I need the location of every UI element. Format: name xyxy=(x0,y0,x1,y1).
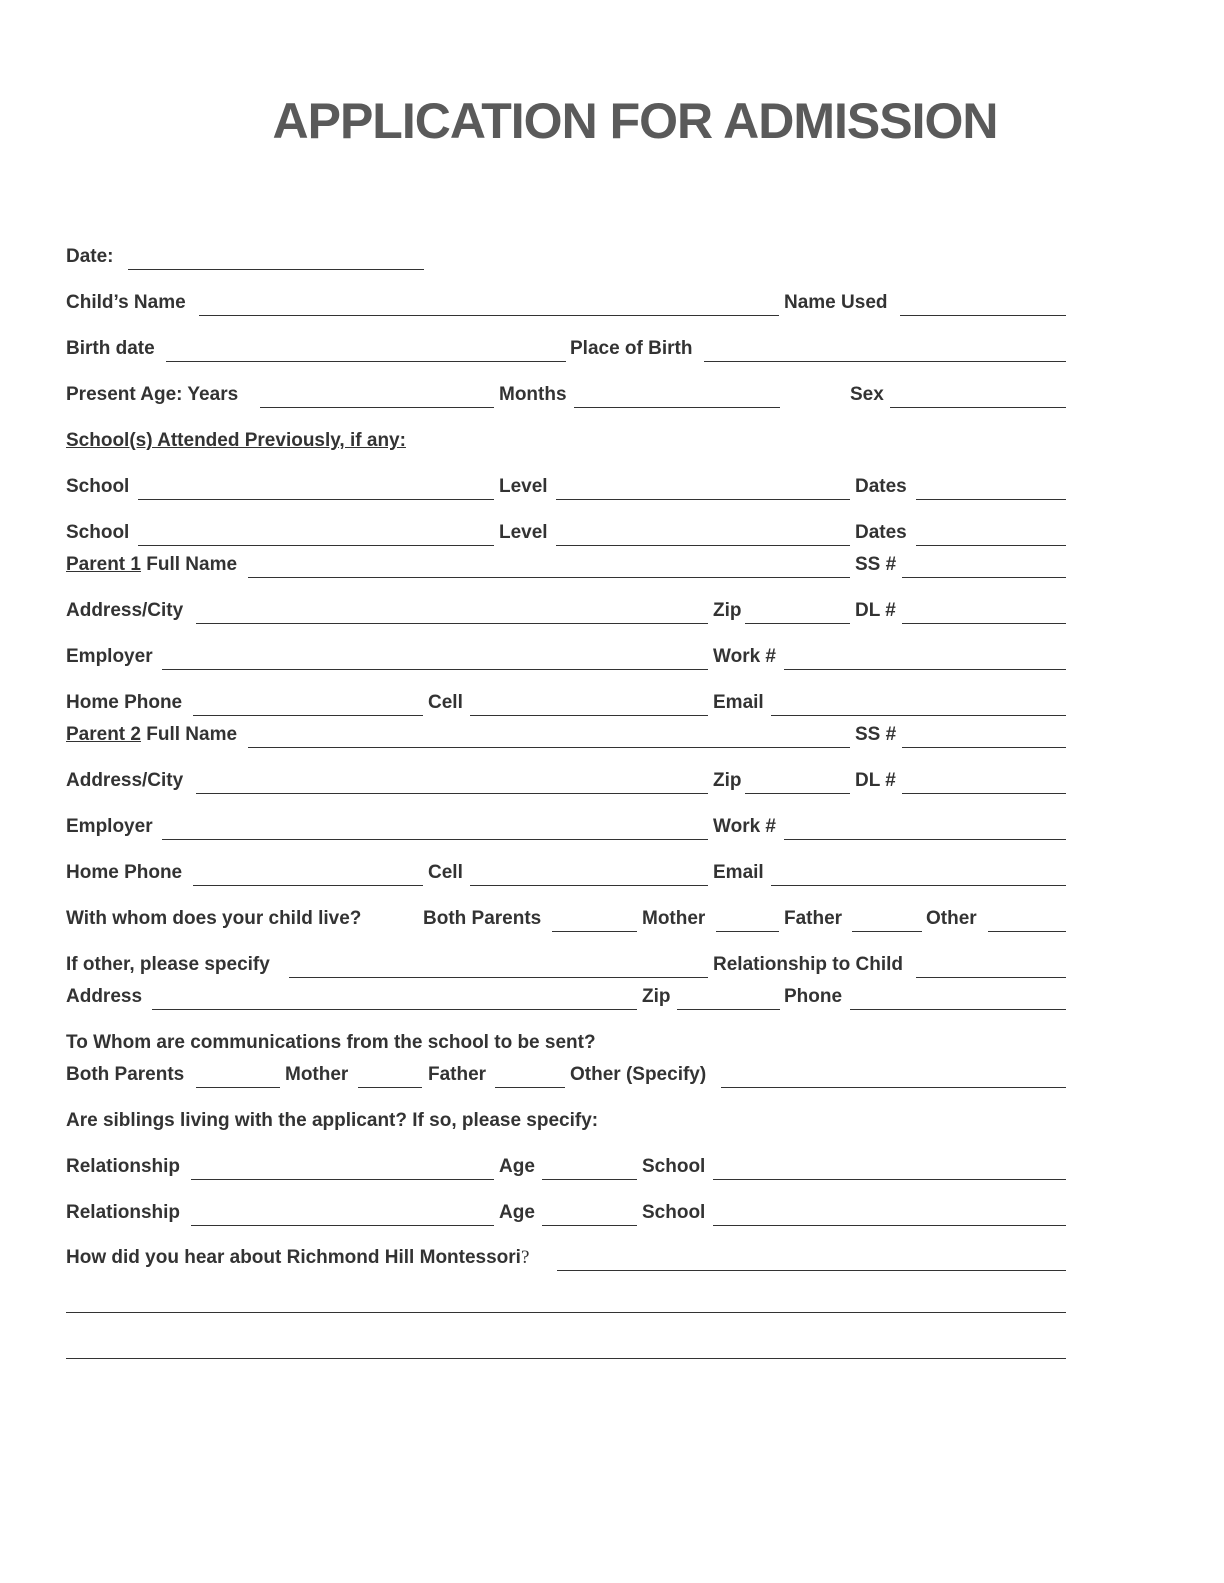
sibling-row-1 xyxy=(66,1154,1066,1182)
parent1-dl-field[interactable] xyxy=(902,623,1066,624)
home-phone-label: Home Phone xyxy=(66,692,183,713)
parent1-label-group xyxy=(66,554,237,576)
parent2-employer-row xyxy=(66,814,1066,842)
ss-label: SS # xyxy=(855,554,897,575)
months-label: Months xyxy=(499,384,567,405)
both-parents-label: Both Parents xyxy=(423,908,542,929)
date-field[interactable] xyxy=(128,269,424,270)
other-specify-label: Other (Specify) xyxy=(570,1064,707,1085)
full-name-label: Full Name xyxy=(140,554,238,575)
mother-label: Mother xyxy=(285,1064,349,1085)
zip-label: Zip xyxy=(713,600,742,621)
hear-about-row xyxy=(66,1245,1066,1273)
relationship-label: Relationship xyxy=(66,1202,181,1223)
level-label: Level xyxy=(499,522,548,543)
parent2-dl-field[interactable] xyxy=(902,793,1066,794)
relationship-to-child-label: Relationship to Child xyxy=(713,954,903,975)
hear-about-text: How did you hear about Richmond Hill Montessori xyxy=(66,1247,521,1268)
communications-options-row xyxy=(66,1062,1066,1090)
lives-with-row xyxy=(66,906,1066,934)
sibling-age-field[interactable] xyxy=(542,1225,637,1226)
hear-about-field[interactable] xyxy=(557,1270,1066,1271)
hear-about-field-line-2[interactable] xyxy=(66,1312,1066,1313)
lives-both-parents-field[interactable] xyxy=(552,931,637,932)
present-age-label: Present Age: Years xyxy=(66,384,239,405)
sibling-school-field[interactable] xyxy=(713,1179,1066,1180)
with-whom-label: With whom does your child live? xyxy=(66,908,362,929)
age-label: Age xyxy=(499,1202,535,1223)
child-name-label: Child’s Name xyxy=(66,292,186,313)
school-field[interactable] xyxy=(138,545,494,546)
ss-label: SS # xyxy=(855,724,897,745)
comm-father-field[interactable] xyxy=(495,1087,565,1088)
sibling-relationship-field[interactable] xyxy=(191,1179,494,1180)
employer-label: Employer xyxy=(66,816,153,837)
father-label: Father xyxy=(784,908,843,929)
sibling-row-2 xyxy=(66,1200,1066,1228)
parent2-cell-field[interactable] xyxy=(470,885,708,886)
birth-date-field[interactable] xyxy=(166,361,566,362)
parent1-zip-field[interactable] xyxy=(745,623,850,624)
date-row xyxy=(66,244,1066,272)
school-label: School xyxy=(642,1202,706,1223)
parent2-employer-field[interactable] xyxy=(162,839,708,840)
phone-label: Phone xyxy=(784,986,843,1007)
parent2-label: Parent 2 xyxy=(66,724,141,745)
dates-field[interactable] xyxy=(916,545,1066,546)
parent1-phone-row xyxy=(66,690,1066,718)
cell-label: Cell xyxy=(428,862,463,883)
parent2-label-group xyxy=(66,724,237,746)
question-mark: ? xyxy=(520,1247,530,1268)
parent1-label: Parent 1 xyxy=(66,554,141,575)
level-field[interactable] xyxy=(556,545,850,546)
years-field[interactable] xyxy=(260,407,494,408)
zip-label: Zip xyxy=(642,986,671,1007)
comm-other-field[interactable] xyxy=(721,1087,1066,1088)
zip-label: Zip xyxy=(713,770,742,791)
birth-row xyxy=(66,336,1066,364)
parent2-ss-field[interactable] xyxy=(902,747,1066,748)
dates-field[interactable] xyxy=(916,499,1066,500)
sibling-school-field[interactable] xyxy=(713,1225,1066,1226)
parent1-home-phone-field[interactable] xyxy=(193,715,423,716)
parent1-address-row xyxy=(66,598,1066,626)
comm-both-parents-field[interactable] xyxy=(196,1087,280,1088)
parent2-work-field[interactable] xyxy=(784,839,1066,840)
sex-field[interactable] xyxy=(890,407,1066,408)
school-field[interactable] xyxy=(138,499,494,500)
name-used-label: Name Used xyxy=(784,292,888,313)
comm-mother-field[interactable] xyxy=(358,1087,422,1088)
parent2-full-name-field[interactable] xyxy=(248,747,850,748)
communications-label: To Whom are communications from the school to be sent? xyxy=(66,1032,596,1053)
place-of-birth-label: Place of Birth xyxy=(570,338,693,359)
siblings-row xyxy=(66,1108,1066,1136)
sex-label: Sex xyxy=(850,384,884,405)
dates-label: Dates xyxy=(855,522,907,543)
parent2-address-row xyxy=(66,768,1066,796)
parent1-ss-field[interactable] xyxy=(902,577,1066,578)
address-city-label: Address/City xyxy=(66,770,184,791)
if-other-label: If other, please specify xyxy=(66,954,270,975)
dl-label: DL # xyxy=(855,600,896,621)
other-phone-field[interactable] xyxy=(850,1009,1066,1010)
parent2-email-field[interactable] xyxy=(771,885,1066,886)
father-label: Father xyxy=(428,1064,487,1085)
parent1-work-field[interactable] xyxy=(784,669,1066,670)
place-of-birth-field[interactable] xyxy=(704,361,1066,362)
employer-label: Employer xyxy=(66,646,153,667)
parent1-employer-field[interactable] xyxy=(162,669,708,670)
if-other-row xyxy=(66,952,1066,980)
parent1-employer-row xyxy=(66,644,1066,672)
work-label: Work # xyxy=(713,646,777,667)
hear-about-field-line-3[interactable] xyxy=(66,1358,1066,1359)
date-label: Date: xyxy=(66,246,114,267)
relationship-to-child-field[interactable] xyxy=(916,977,1066,978)
birth-date-label: Birth date xyxy=(66,338,155,359)
parent1-full-name-field[interactable] xyxy=(248,577,850,578)
months-field[interactable] xyxy=(574,407,780,408)
home-phone-label: Home Phone xyxy=(66,862,183,883)
parent1-cell-field[interactable] xyxy=(470,715,708,716)
school-row-2 xyxy=(66,520,1066,548)
page-title: APPLICATION FOR ADMISSION xyxy=(272,93,998,149)
level-label: Level xyxy=(499,476,548,497)
lives-mother-field[interactable] xyxy=(716,931,779,932)
mother-label: Mother xyxy=(642,908,706,929)
age-row xyxy=(66,382,1066,410)
other-zip-field[interactable] xyxy=(677,1009,780,1010)
schools-heading-row xyxy=(66,428,1066,456)
parent1-name-row xyxy=(66,552,1066,580)
address-city-label: Address/City xyxy=(66,600,184,621)
parent2-zip-field[interactable] xyxy=(745,793,850,794)
parent2-address-field[interactable] xyxy=(196,793,708,794)
communications-row xyxy=(66,1030,1066,1058)
siblings-label: Are siblings living with the applicant? If so, please specify: xyxy=(66,1110,599,1131)
sibling-age-field[interactable] xyxy=(542,1179,637,1180)
email-label: Email xyxy=(713,692,764,713)
parent2-phone-row xyxy=(66,860,1066,888)
relationship-label: Relationship xyxy=(66,1156,181,1177)
other-address-row xyxy=(66,984,1066,1012)
age-label: Age xyxy=(499,1156,535,1177)
parent1-email-field[interactable] xyxy=(771,715,1066,716)
dates-label: Dates xyxy=(855,476,907,497)
school-row-1 xyxy=(66,474,1066,502)
other-address-field[interactable] xyxy=(152,1009,637,1010)
other-label: Other xyxy=(926,908,977,929)
schools-heading: School(s) Attended Previously, if any: xyxy=(66,430,406,451)
parent1-address-field[interactable] xyxy=(196,623,708,624)
name-used-field[interactable] xyxy=(900,315,1066,316)
lives-father-field[interactable] xyxy=(852,931,922,932)
parent2-home-phone-field[interactable] xyxy=(193,885,423,886)
full-name-label: Full Name xyxy=(140,724,238,745)
sibling-relationship-field[interactable] xyxy=(191,1225,494,1226)
level-field[interactable] xyxy=(556,499,850,500)
school-label: School xyxy=(66,522,130,543)
parent2-name-row xyxy=(66,722,1066,750)
both-parents-label: Both Parents xyxy=(66,1064,185,1085)
hear-about-label xyxy=(66,1247,529,1269)
school-label: School xyxy=(642,1156,706,1177)
lives-other-field[interactable] xyxy=(988,931,1066,932)
work-label: Work # xyxy=(713,816,777,837)
email-label: Email xyxy=(713,862,764,883)
address-label: Address xyxy=(66,986,143,1007)
cell-label: Cell xyxy=(428,692,463,713)
child-name-row xyxy=(66,290,1066,318)
if-other-field[interactable] xyxy=(289,977,708,978)
school-label: School xyxy=(66,476,130,497)
child-name-field[interactable] xyxy=(199,315,779,316)
dl-label: DL # xyxy=(855,770,896,791)
